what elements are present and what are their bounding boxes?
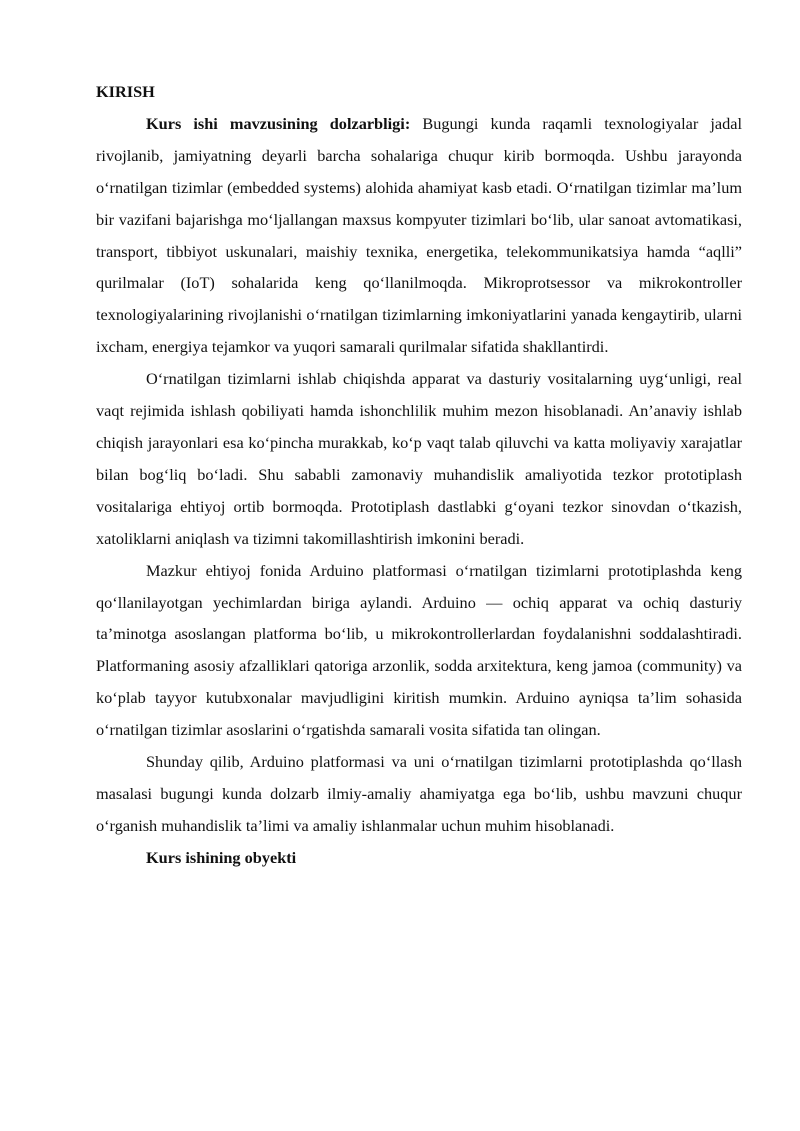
paragraph-body: Bugungi kunda raqamli texnologiyalar jadal rivojlanib, jamiyatning deyarli barcha sohalariga chuqur kirib bormoqda. Ushbu jarayonda o‘rnatilgan tizimlar (embedded systems) alohida ahamiyat kasb etadi. O‘rnatilgan tizimlar ma’lum bir vazifani bajarishga mo‘ljallangan maxsus kompyuter tizimlari bo‘lib, ular sanoat avtomatikasi, transport, tibbiyot uskunalari, maishiy texnika, energetika, telekommunikatsiya hamda “aqlli” qurilmalar (IoT) sohalarida keng qo‘llanilmoqda. Mikroprotsessor va mikrokontroller texnologiyalarining rivojlanishi o‘rnatilgan tizimlarning imkoniyatlarini yanada kengaytirib, ularni ixcham, energiya tejamkor va yuqori samarali qurilmalar sifatida shakllantirdi.	[96, 113, 742, 357]
paragraph-arduino-platform: Mazkur ehtiyoj fonida Arduino platformasi o‘rnatilgan tizimlarni prototiplashda keng qo‘llanilayotgan yechimlardan biriga aylandi. Arduino — ochiq apparat va ochiq dasturiy ta’minotga asoslangan platforma bo‘lib, u mikrokontrollerlardan foydalanishni soddalashtiradi. Platformaning asosiy afzalliklari qatoriga arzonlik, sodda arxitektura, keng jamoa (community) va ko‘plab tayyor kutubxonalar mavjudligini kiritish mumkin. Arduino ayniqsa ta’lim sohasida o‘rnatilgan tizimlar asoslarini o‘rgatishda samarali vosita sifatida tan olingan.	[96, 560, 742, 740]
section-heading: KIRISH	[96, 82, 155, 101]
subsection-heading: Kurs ishining obyekti	[146, 847, 297, 867]
document-page	[96, 76, 742, 874]
paragraph-embedded-development: O‘rnatilgan tizimlarni ishlab chiqishda apparat va dasturiy vositalarning uyg‘unligi, real vaqt rejimida ishlash qobiliyati hamda ishonchlilik muhim mezon hisoblanadi. An’anaviy ishlab chiqish jarayonlari esa ko‘pincha murakkab, ko‘p vaqt talab qiluvchi va katta moliyaviy xarajatlar bilan bog‘liq bo‘ladi. Shu sababli zamonaviy muhandislik amaliyotida tezkor prototiplash vositalariga ehtiyoj ortib bormoqda. Prototiplash dastlabki g‘oyani tezkor sinovdan o‘tkazish, xatoliklarni aniqlash va tizimni takomillashtirish imkonini beradi.	[96, 369, 742, 548]
paragraph-lead: Kurs ishi mavzusining dolzarbligi:	[146, 113, 411, 133]
paragraph-relevance	[96, 108, 742, 363]
paragraph-conclusion: Shunday qilib, Arduino platformasi va uni o‘rnatilgan tizimlarni prototiplashda qo‘llash masalasi bugungi kunda dolzarb ilmiy-amaliy ahamiyatga ega bo‘lib, ushbu mavzuni chuqur o‘rganish muhandislik ta’limi va amaliy ishlanmalar uchun muhim hisoblanadi.	[96, 752, 742, 835]
